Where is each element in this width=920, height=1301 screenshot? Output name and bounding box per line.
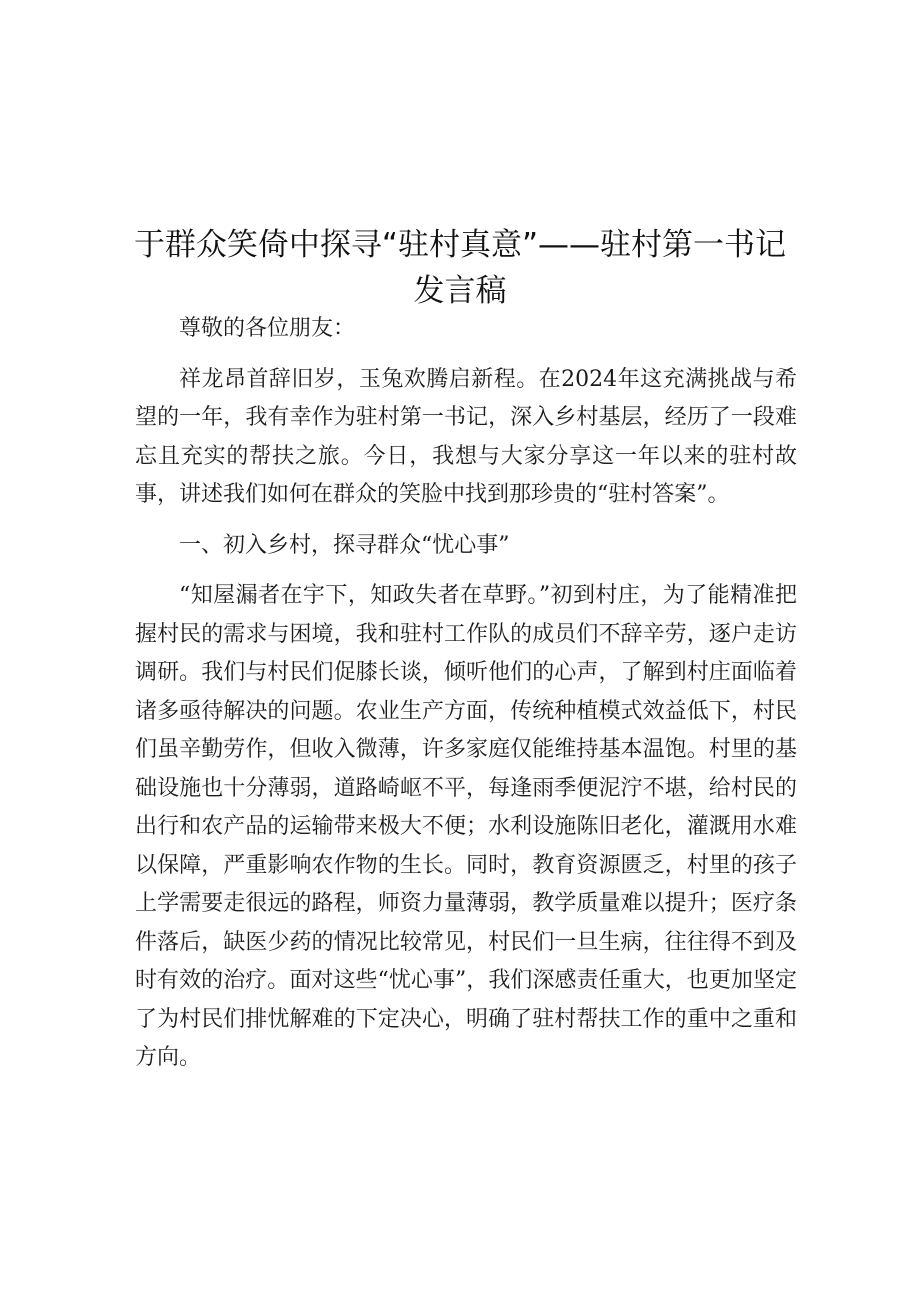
section-heading: 一、初入乡村，探寻群众“忧心事” bbox=[179, 532, 510, 558]
document-title: 于群众笑倚中探寻“驻村真意”——驻村第一书记发言稿 bbox=[133, 227, 787, 309]
salutation: 尊敬的各位朋友： bbox=[179, 316, 356, 341]
paragraph-intro: 祥龙昂首辞旧岁，玉兔欢腾启新程。在2024年这充满挑战与希望的一年，我有幸作为驻村第一书记，深入乡村基层，经历了一段难忘且充实的帮扶之旅。今日，我想与大家分享这一年以来的驻村故事，讲述我们如何在群众的笑脸中找到那珍贵的“驻村答案”。 bbox=[135, 366, 797, 507]
document-body bbox=[135, 310, 797, 1090]
paragraph-section-one: “知屋漏者在宇下，知政失者在草野。”初到村庄，为了能精准把握村民的需求与困境，我和驻村工作队的成员们不辞辛劳，逐户走访调研。我们与村民们促膝长谈，倾听他们的心声，了解到村庄面临着诸多亟待解决的问题。农业生产方面，传统种植模式效益低下，村民们虽辛勤劳作，但收入微薄，许多家庭仅能维持基本温饱。村里的基础设施也十分薄弱，道路崎岖不平，每逢雨季便泥泞不堪，给村民的出行和农产品的运输带来极大不便；水利设施陈旧老化，灌溉用水难以保障，严重影响农作物的生长。同时，教育资源匮乏，村里的孩子上学需要走很远的路程，师资力量薄弱，教学质量难以提升；医疗条件落后，缺医少药的情况比较常见，村民们一旦生病，往往得不到及时有效的治疗。面对这些“忧心事”，我们深感责任重大，也更加坚定了为村民们排忧解难的下定决心，明确了驻村帮扶工作的重中之重和方向。 bbox=[135, 583, 797, 1070]
